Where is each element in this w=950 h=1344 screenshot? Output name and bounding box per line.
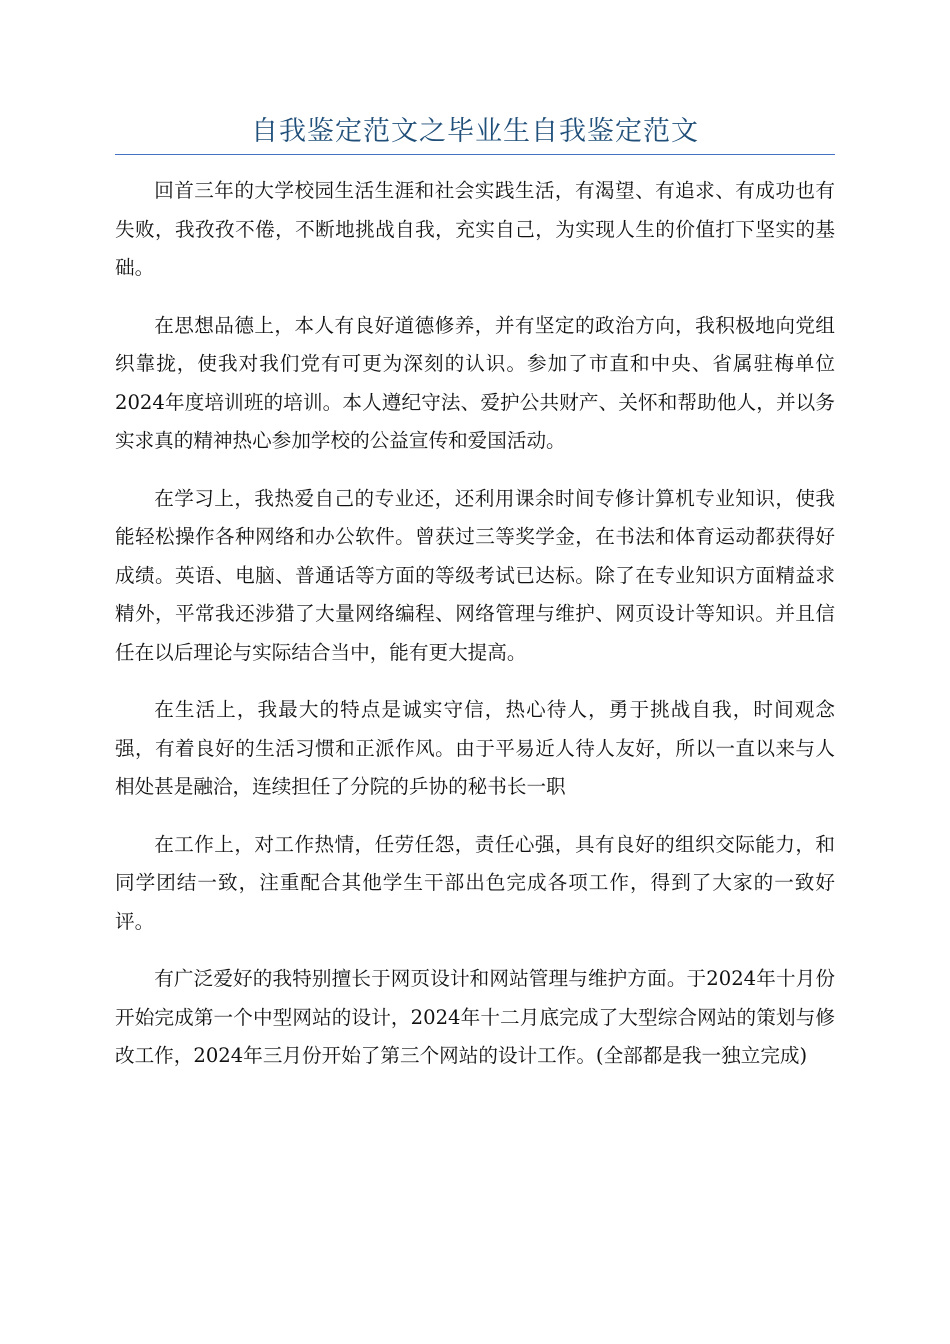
paragraph-life: 在生活上，我最大的特点是诚实守信，热心待人，勇于挑战自我，时间观念强，有着良好的生活习惯和正派作风。由于平易近人待人友好，所以一直以来与人相处甚是融洽，连续担任了分院的乒协的秘书长一职 xyxy=(115,698,835,798)
document-title: 自我鉴定范文之毕业生自我鉴定范文 xyxy=(251,116,699,147)
paragraph-study: 在学习上，我热爱自己的专业还，还利用课余时间专修计算机专业知识，使我能轻松操作各种网络和办公软件。曾获过三等奖学金，在书法和体育运动都获得好成绩。英语、电脑、普通话等方面的等级考试已达标。除了在专业知识方面精益求精外，平常我还涉猎了大量网络编程、网络管理与维护、网页设计等知识。并且信任在以后理论与实际结合当中，能有更大提高。 xyxy=(115,486,835,664)
title-underline-divider xyxy=(115,154,835,155)
paragraph-ideology: 在思想品德上，本人有良好道德修养，并有坚定的政治方向，我积极地向党组织靠拢，使我对我们党有可更为深刻的认识。参加了市直和中央、省属驻梅单位2024年度培训班的培训。本人遵纪守法、爱护公共财产、关怀和帮助他人，并以务实求真的精神热心参加学校的公益宣传和爱国活动。 xyxy=(115,313,835,452)
document-body xyxy=(115,172,835,1095)
paragraph-intro: 回首三年的大学校园生活生涯和社会实践生活，有渴望、有追求、有成功也有失败，我孜孜不倦，不断地挑战自我，充实自己，为实现人生的价值打下坚实的基础。 xyxy=(115,179,835,279)
paragraph-hobbies: 有广泛爱好的我特别擅长于网页设计和网站管理与维护方面。于2024年十月份开始完成第一个中型网站的设计，2024年十二月底完成了大型综合网站的策划与修改工作，2024年三月份开始了第三个网站的设计工作。(全部都是我一独立完成) xyxy=(115,967,835,1067)
paragraph-work: 在工作上，对工作热情，任劳任怨，责任心强，具有良好的组织交际能力，和同学团结一致，注重配合其他学生干部出色完成各项工作，得到了大家的一致好评。 xyxy=(115,832,835,933)
